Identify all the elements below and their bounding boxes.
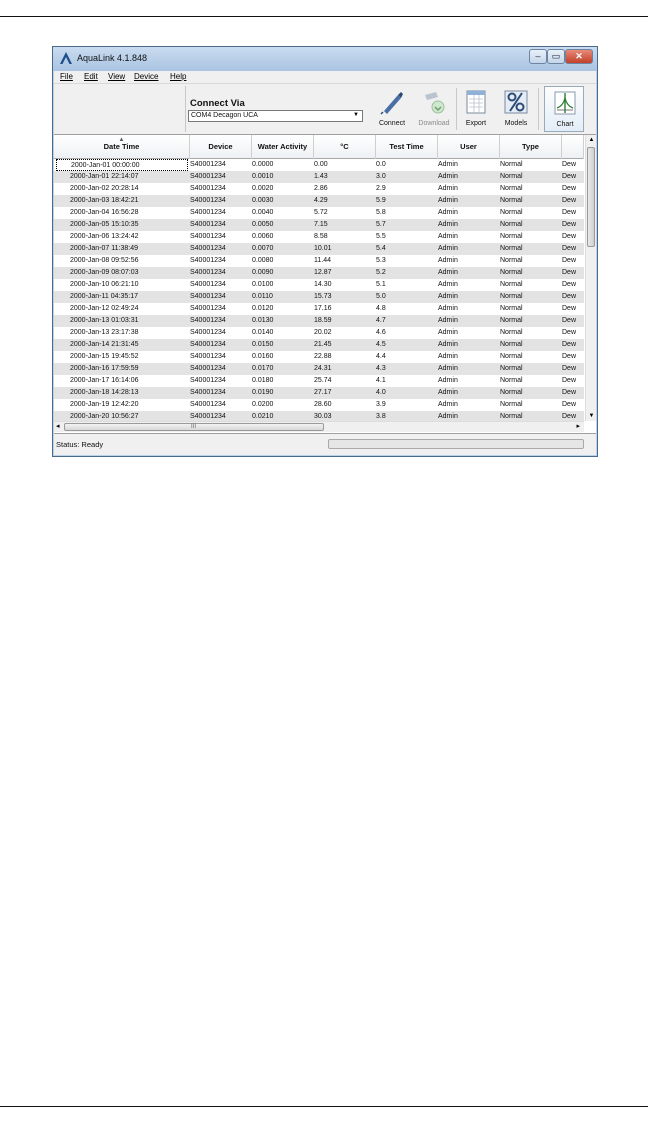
table-cell[interactable]: 2000-Jan-02 20:28:14	[70, 185, 139, 192]
grid-header	[54, 135, 584, 159]
menu-help[interactable]: Help	[170, 72, 187, 81]
table-cell[interactable]: 0.0000	[252, 161, 274, 168]
table-cell[interactable]: 0.0190	[252, 389, 274, 396]
table-cell[interactable]: 28.60	[314, 401, 332, 408]
table-cell[interactable]: Normal	[500, 401, 523, 408]
table-cell[interactable]: 0.0070	[252, 245, 274, 252]
table-cell[interactable]: S40001234	[190, 173, 226, 180]
table-cell[interactable]: 0.0060	[252, 233, 274, 240]
table-cell[interactable]: 21.45	[314, 341, 332, 348]
page-top-rule	[0, 16, 648, 17]
table-cell[interactable]: 0.0	[376, 161, 386, 168]
table-cell[interactable]: 0.0050	[252, 221, 274, 228]
table-cell[interactable]: Admin	[438, 305, 458, 312]
table-cell[interactable]: 2000-Jan-15 19:45:52	[70, 353, 139, 360]
table-cell[interactable]: Admin	[438, 389, 458, 396]
table-cell[interactable]: S40001234	[190, 197, 226, 204]
column-header-extra[interactable]	[562, 135, 584, 159]
table-cell[interactable]: 0.0120	[252, 305, 274, 312]
table-cell[interactable]: S40001234	[190, 233, 226, 240]
table-cell[interactable]: 14.30	[314, 281, 332, 288]
table-cell[interactable]: 0.0130	[252, 317, 274, 324]
table-cell[interactable]: 0.0200	[252, 401, 274, 408]
table-cell[interactable]: 2000-Jan-17 16:14:06	[70, 377, 139, 384]
table-cell[interactable]: Dew	[562, 413, 577, 420]
column-header-user[interactable]: User	[438, 135, 500, 159]
connect-button[interactable]	[372, 86, 412, 132]
table-cell[interactable]: 4.0	[376, 389, 386, 396]
table-row[interactable]	[54, 363, 584, 375]
table-cell[interactable]: 0.0020	[252, 185, 274, 192]
table-cell[interactable]: 10.01	[314, 245, 332, 252]
table-row[interactable]	[54, 171, 584, 183]
table-row[interactable]	[54, 207, 584, 219]
scroll-right-arrow-icon[interactable]: ▸	[576, 423, 580, 430]
table-cell[interactable]: Dew	[562, 185, 577, 192]
table-cell[interactable]: Normal	[500, 377, 523, 384]
table-cell[interactable]: 5.9	[376, 197, 386, 204]
horizontal-scrollbar[interactable]	[54, 421, 584, 432]
table-cell[interactable]: 5.4	[376, 245, 386, 252]
table-cell[interactable]: Dew	[562, 365, 577, 372]
table-cell[interactable]: S40001234	[190, 245, 226, 252]
table-cell[interactable]: Admin	[438, 197, 458, 204]
table-cell[interactable]: Normal	[500, 233, 523, 240]
table-cell[interactable]: 2000-Jan-09 08:07:03	[70, 269, 139, 276]
menu-bar	[54, 71, 596, 83]
connect-label: Connect	[378, 120, 406, 127]
table-row[interactable]	[54, 291, 584, 303]
table-cell[interactable]: Admin	[438, 269, 458, 276]
table-cell[interactable]: S40001234	[190, 413, 226, 420]
table-cell[interactable]: 2000-Jan-13 01:03:31	[70, 317, 139, 324]
table-row[interactable]	[54, 327, 584, 339]
scroll-grip-icon: III	[191, 424, 197, 430]
table-cell[interactable]: Normal	[500, 245, 523, 252]
connect-icon	[380, 89, 404, 115]
table-cell[interactable]: 2000-Jan-20 10:56:27	[70, 413, 139, 420]
table-cell[interactable]: 5.0	[376, 293, 386, 300]
models-icon	[504, 89, 528, 115]
table-row[interactable]	[54, 255, 584, 267]
table-cell[interactable]: 4.29	[314, 197, 328, 204]
table-cell[interactable]: 0.0140	[252, 329, 274, 336]
table-cell[interactable]: 5.3	[376, 257, 386, 264]
menu-file[interactable]: File	[60, 72, 73, 81]
table-row[interactable]	[54, 351, 584, 363]
table-row[interactable]	[54, 267, 584, 279]
table-cell[interactable]: 2000-Jan-04 16:56:28	[70, 209, 139, 216]
table-cell[interactable]: S40001234	[190, 305, 226, 312]
table-cell[interactable]: Admin	[438, 365, 458, 372]
table-row[interactable]	[54, 375, 584, 387]
table-cell[interactable]: Admin	[438, 281, 458, 288]
readings-grid	[54, 135, 596, 433]
table-cell[interactable]: Admin	[438, 353, 458, 360]
table-cell[interactable]: Admin	[438, 233, 458, 240]
table-cell[interactable]: Normal	[500, 173, 523, 180]
table-row[interactable]	[54, 231, 584, 243]
table-cell[interactable]: Admin	[438, 245, 458, 252]
table-cell[interactable]: S40001234	[190, 365, 226, 372]
table-cell[interactable]: 1.43	[314, 173, 328, 180]
table-cell[interactable]: Dew	[562, 245, 577, 252]
table-cell[interactable]: 0.0160	[252, 353, 274, 360]
table-cell[interactable]: Normal	[500, 413, 523, 420]
chart-icon	[553, 90, 577, 116]
scroll-up-arrow-icon[interactable]: ▲	[588, 137, 595, 143]
column-header-device[interactable]: Device	[190, 135, 252, 159]
connect-via-select[interactable]	[188, 110, 363, 122]
table-cell[interactable]: 5.2	[376, 269, 386, 276]
table-cell[interactable]: 12.87	[314, 269, 332, 276]
app-window	[52, 46, 598, 457]
window-title: AquaLink 4.1.848	[77, 53, 148, 63]
table-cell[interactable]: 4.3	[376, 365, 386, 372]
table-cell[interactable]: Dew	[562, 257, 577, 264]
table-cell[interactable]: 0.0100	[252, 281, 274, 288]
table-cell[interactable]: S40001234	[190, 317, 226, 324]
table-cell[interactable]: 2000-Jan-12 02:49:24	[70, 305, 139, 312]
table-cell[interactable]: 2000-Jan-01 22:14:07	[70, 173, 139, 180]
table-cell[interactable]: S40001234	[190, 377, 226, 384]
table-cell[interactable]: Dew	[562, 269, 577, 276]
connect-via-label: Connect Via	[190, 98, 245, 109]
table-row[interactable]	[54, 399, 584, 411]
menu-view[interactable]: View	[108, 72, 126, 81]
table-cell[interactable]: Admin	[438, 185, 458, 192]
table-cell[interactable]: Normal	[500, 197, 523, 204]
table-row[interactable]	[54, 195, 584, 207]
chart-button[interactable]	[544, 86, 584, 132]
scroll-down-arrow-icon[interactable]: ▼	[588, 413, 595, 419]
table-cell[interactable]: 17.16	[314, 305, 332, 312]
toolbar-divider	[185, 86, 186, 132]
table-cell[interactable]: 0.0170	[252, 365, 274, 372]
table-cell[interactable]: 0.0040	[252, 209, 274, 216]
table-cell[interactable]: 2000-Jan-11 04:35:17	[70, 293, 138, 300]
table-cell[interactable]: 4.4	[376, 353, 386, 360]
table-cell[interactable]: Normal	[500, 389, 523, 396]
table-row[interactable]	[54, 219, 584, 231]
table-cell[interactable]: 2000-Jan-07 11:38:49	[70, 245, 138, 252]
table-cell[interactable]: Dew	[562, 221, 577, 228]
maximize-button[interactable]: ▭	[547, 49, 565, 64]
page-bottom-rule	[0, 1106, 648, 1107]
table-cell[interactable]: Normal	[500, 365, 523, 372]
column-header-date-time[interactable]: ▲ Date Time	[54, 135, 190, 159]
table-cell[interactable]: Dew	[562, 401, 577, 408]
table-cell[interactable]: 22.88	[314, 353, 332, 360]
table-cell[interactable]: Dew	[562, 389, 577, 396]
dropdown-arrow-icon: ▼	[353, 112, 359, 118]
aqualink-logo-icon	[59, 51, 73, 65]
vertical-scrollbar[interactable]	[585, 135, 596, 421]
models-label: Models	[504, 120, 528, 127]
table-cell[interactable]: S40001234	[190, 329, 226, 336]
table-cell[interactable]: Admin	[438, 257, 458, 264]
table-cell[interactable]: 5.7	[376, 221, 386, 228]
table-row[interactable]	[54, 159, 584, 171]
table-cell[interactable]: 3.8	[376, 413, 386, 420]
table-cell[interactable]: Admin	[438, 341, 458, 348]
table-cell[interactable]: 11.44	[314, 257, 331, 264]
table-row[interactable]	[54, 183, 584, 195]
table-row[interactable]	[54, 303, 584, 315]
status-bar	[54, 433, 596, 455]
table-cell[interactable]: 0.0080	[252, 257, 274, 264]
table-cell[interactable]: S40001234	[190, 209, 226, 216]
table-cell[interactable]: 7.15	[314, 221, 328, 228]
column-header-water-activity[interactable]: Water Activity	[252, 135, 314, 159]
minimize-button[interactable]: ‒	[529, 49, 547, 64]
table-cell[interactable]: 0.0090	[252, 269, 274, 276]
table-cell[interactable]: 0.00	[314, 161, 328, 168]
table-cell[interactable]: Admin	[438, 317, 458, 324]
close-button[interactable]: ✕	[565, 49, 593, 64]
table-cell[interactable]: 5.5	[376, 233, 386, 240]
table-cell[interactable]: Dew	[562, 329, 577, 336]
table-cell[interactable]: Dew	[562, 293, 577, 300]
table-cell[interactable]: 4.1	[376, 377, 386, 384]
table-cell[interactable]: Dew	[562, 161, 577, 168]
table-cell[interactable]: 5.1	[376, 281, 386, 288]
table-cell[interactable]: 2000-Jan-14 21:31:45	[70, 341, 139, 348]
table-cell[interactable]: Dew	[562, 305, 577, 312]
table-cell[interactable]: S40001234	[190, 353, 226, 360]
scroll-left-arrow-icon[interactable]: ◂	[56, 423, 60, 430]
table-cell[interactable]: S40001234	[190, 281, 226, 288]
table-cell[interactable]: 4.5	[376, 341, 386, 348]
table-cell[interactable]: S40001234	[190, 293, 226, 300]
table-cell[interactable]: 2000-Jan-10 06:21:10	[70, 281, 139, 288]
horizontal-scroll-thumb[interactable]	[64, 423, 324, 431]
table-cell[interactable]: Dew	[562, 353, 577, 360]
table-cell[interactable]: 4.8	[376, 305, 386, 312]
table-cell[interactable]: 2000-Jan-05 15:10:35	[70, 221, 139, 228]
table-cell[interactable]: 0.0110	[252, 293, 273, 300]
table-cell[interactable]: 0.0210	[252, 413, 274, 420]
table-row[interactable]	[54, 279, 584, 291]
table-cell[interactable]: Normal	[500, 317, 523, 324]
table-cell[interactable]: Admin	[438, 377, 458, 384]
table-cell[interactable]: 0.0010	[252, 173, 274, 180]
table-cell[interactable]: S40001234	[190, 185, 226, 192]
table-cell[interactable]: 15.73	[314, 293, 332, 300]
models-button[interactable]	[496, 86, 536, 132]
progress-bar	[328, 439, 584, 449]
table-cell[interactable]: Admin	[438, 401, 458, 408]
table-cell[interactable]: Dew	[562, 209, 577, 216]
table-row[interactable]	[54, 387, 584, 399]
table-cell[interactable]: Admin	[438, 413, 458, 420]
table-cell[interactable]: Dew	[562, 317, 577, 324]
table-cell[interactable]: 4.6	[376, 329, 386, 336]
table-cell[interactable]: Dew	[562, 341, 577, 348]
table-cell[interactable]: 2000-Jan-18 14:28:13	[70, 389, 139, 396]
column-header-temperature[interactable]: °C	[314, 135, 376, 159]
table-cell[interactable]: 2000-Jan-19 12:42:20	[70, 401, 139, 408]
table-cell[interactable]: Normal	[500, 293, 523, 300]
download-icon	[422, 89, 446, 115]
table-cell[interactable]: 24.31	[314, 365, 332, 372]
table-cell[interactable]: 5.8	[376, 209, 386, 216]
table-cell[interactable]: 2000-Jan-08 09:52:56	[70, 257, 139, 264]
table-cell[interactable]: Normal	[500, 257, 523, 264]
export-button[interactable]	[456, 86, 496, 132]
table-row[interactable]	[54, 243, 584, 255]
table-cell[interactable]: Normal	[500, 221, 523, 228]
table-cell[interactable]: Normal	[500, 185, 523, 192]
table-cell[interactable]: Normal	[500, 353, 523, 360]
table-cell[interactable]: S40001234	[190, 221, 226, 228]
table-row[interactable]	[54, 315, 584, 327]
table-cell[interactable]: 0.0030	[252, 197, 274, 204]
table-cell[interactable]: 20.02	[314, 329, 332, 336]
export-icon	[464, 89, 488, 115]
table-cell[interactable]: 4.7	[376, 317, 386, 324]
table-cell[interactable]: Normal	[500, 281, 523, 288]
table-cell[interactable]: 3.0	[376, 173, 386, 180]
table-cell[interactable]: 2000-Jan-06 13:24:42	[70, 233, 139, 240]
selected-cell[interactable]: 2000-Jan-01 00:00:00	[56, 159, 188, 171]
table-cell[interactable]: 2.86	[314, 185, 328, 192]
table-cell[interactable]: S40001234	[190, 389, 226, 396]
column-header-test-time[interactable]: Test Time	[376, 135, 438, 159]
table-cell[interactable]: 0.0150	[252, 341, 274, 348]
table-cell[interactable]: 5.72	[314, 209, 328, 216]
table-cell[interactable]: 2000-Jan-03 18:42:21	[70, 197, 139, 204]
table-cell[interactable]: 2.9	[376, 185, 386, 192]
menu-edit[interactable]: Edit	[84, 72, 98, 81]
title-bar[interactable]	[53, 47, 597, 71]
table-cell[interactable]: Normal	[500, 305, 523, 312]
table-cell[interactable]: Normal	[500, 161, 523, 168]
download-button[interactable]	[414, 86, 454, 132]
table-cell[interactable]: 8.58	[314, 233, 328, 240]
table-cell[interactable]: Normal	[500, 341, 523, 348]
table-cell[interactable]: Admin	[438, 293, 458, 300]
connect-via-value: COM4 Decagon UCA	[191, 112, 258, 119]
table-cell[interactable]: Admin	[438, 209, 458, 216]
toolbar-separator	[538, 88, 539, 130]
export-label: Export	[465, 120, 487, 127]
table-row[interactable]	[54, 339, 584, 351]
table-cell[interactable]: 30.03	[314, 413, 332, 420]
table-cell[interactable]: Dew	[562, 233, 577, 240]
chart-label: Chart	[556, 121, 574, 128]
table-cell[interactable]: Admin	[438, 161, 458, 168]
table-cell[interactable]: Admin	[438, 329, 458, 336]
table-cell[interactable]: Dew	[562, 281, 577, 288]
menu-device[interactable]: Device	[134, 72, 159, 81]
table-cell[interactable]: Normal	[500, 209, 523, 216]
vertical-scroll-thumb[interactable]	[587, 147, 595, 247]
table-cell[interactable]: Normal	[500, 329, 523, 336]
table-cell[interactable]: S40001234	[190, 341, 226, 348]
toolbar	[54, 83, 596, 135]
table-cell[interactable]: 2000-Jan-16 17:59:59	[70, 365, 139, 372]
sort-ascending-icon: ▲	[118, 137, 125, 143]
table-cell[interactable]: 27.17	[314, 389, 332, 396]
status-text: Status: Ready	[56, 440, 104, 449]
table-cell[interactable]: S40001234	[190, 161, 226, 168]
table-cell[interactable]: 18.59	[314, 317, 332, 324]
table-cell[interactable]: S40001234	[190, 269, 226, 276]
table-cell[interactable]: Dew	[562, 197, 577, 204]
table-cell[interactable]: Admin	[438, 221, 458, 228]
table-cell[interactable]: S40001234	[190, 401, 226, 408]
table-cell[interactable]: 3.9	[376, 401, 386, 408]
table-cell[interactable]: Dew	[562, 173, 577, 180]
table-cell[interactable]: 25.74	[314, 377, 332, 384]
download-label: Download	[418, 120, 450, 127]
table-cell[interactable]: Dew	[562, 377, 577, 384]
column-header-type[interactable]: Type	[500, 135, 562, 159]
table-cell[interactable]: Admin	[438, 173, 458, 180]
table-cell[interactable]: 0.0180	[252, 377, 274, 384]
table-cell[interactable]: S40001234	[190, 257, 226, 264]
table-cell[interactable]: 2000-Jan-13 23:17:38	[70, 329, 139, 336]
table-cell[interactable]: Normal	[500, 269, 523, 276]
